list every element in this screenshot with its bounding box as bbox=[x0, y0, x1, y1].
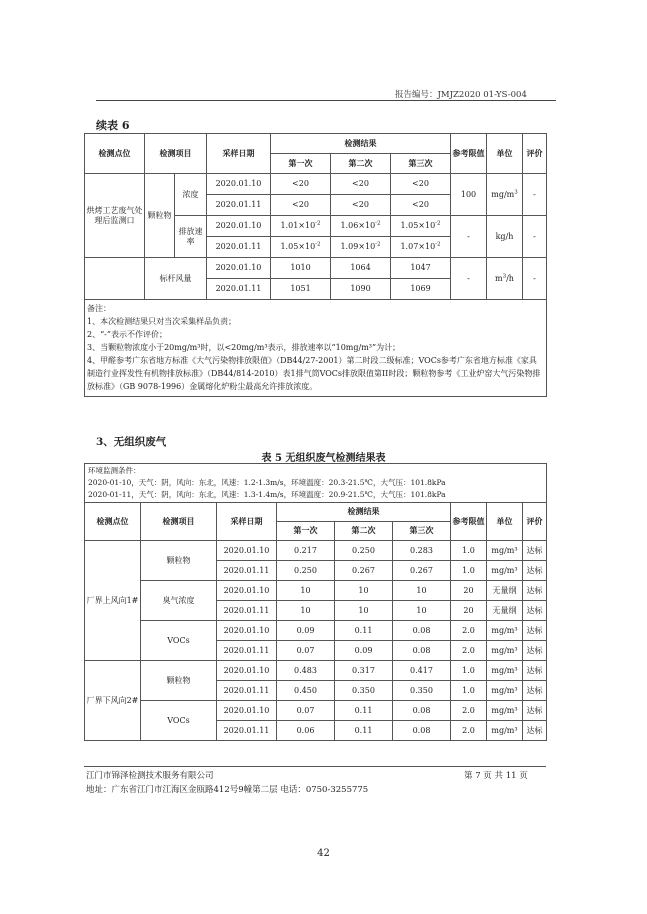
value-cell: 0.09 bbox=[277, 621, 335, 641]
value-cell: 10 bbox=[393, 581, 451, 601]
value-cell: $1.09\times 10^{-2}$ bbox=[331, 237, 391, 258]
item-name: 颗粒物 bbox=[141, 661, 217, 701]
value-cell: <20 bbox=[391, 195, 451, 216]
eval-cell: 达标 bbox=[523, 721, 547, 741]
date-cell: 2020.01.10 bbox=[207, 258, 271, 279]
eval-cell: - bbox=[523, 258, 547, 300]
company-name: 江门市锦泽检测技术服务有限公司 bbox=[86, 771, 214, 781]
value-cell: 0.07 bbox=[277, 701, 335, 721]
header-first: 第一次 bbox=[271, 154, 331, 174]
eval-cell: 达标 bbox=[523, 681, 547, 701]
header-date: 采样日期 bbox=[217, 503, 277, 541]
note-line: 3、当颗粒物浓度小于20mg/m³时，以<20mg/m³表示，排放速率以“10mg/m³”为计； bbox=[87, 343, 401, 352]
value-cell: 0.11 bbox=[335, 721, 393, 741]
item-name: VOCs bbox=[141, 701, 217, 741]
header-limit: 参考限值 bbox=[451, 503, 487, 541]
item-name: VOCs bbox=[141, 621, 217, 661]
header-second: 第二次 bbox=[335, 522, 393, 541]
date-cell: 2020.01.10 bbox=[207, 216, 271, 237]
date-cell: 2020.01.10 bbox=[217, 621, 277, 641]
unit-cell: $mg/m^3$ bbox=[487, 174, 523, 216]
unit-cell: mg/m³ bbox=[487, 701, 523, 721]
eval-cell: 达标 bbox=[523, 561, 547, 581]
date-cell: 2020.01.11 bbox=[217, 561, 277, 581]
item-standard-flow: 标杆风量 bbox=[145, 258, 207, 300]
header-limit: 参考限值 bbox=[451, 134, 487, 174]
value-cell: <20 bbox=[271, 195, 331, 216]
continuation-title: 续表 6 bbox=[96, 119, 130, 132]
eval-cell: 达标 bbox=[523, 621, 547, 641]
value-cell: 0.08 bbox=[393, 621, 451, 641]
footer-rule bbox=[84, 766, 546, 767]
page-number: 42 bbox=[317, 848, 330, 859]
value-cell: 10 bbox=[335, 581, 393, 601]
unit-cell: mg/m³ bbox=[487, 641, 523, 661]
section-3-title: 3、无组织废气 bbox=[96, 436, 167, 448]
value-cell: $1.07\times 10^{-2}$ bbox=[391, 237, 451, 258]
header-results: 检测结果 bbox=[271, 134, 451, 154]
header-eval: 评价 bbox=[523, 134, 547, 174]
unit-cell: 无量纲 bbox=[487, 601, 523, 621]
limit-cell: 2.0 bbox=[451, 721, 487, 741]
value-cell: 10 bbox=[393, 601, 451, 621]
environment-conditions bbox=[85, 464, 547, 503]
value-cell: 1047 bbox=[391, 258, 451, 279]
value-cell: 0.08 bbox=[393, 641, 451, 661]
header-item: 检测项目 bbox=[141, 503, 217, 541]
point-name: 厂界上风向1# bbox=[85, 541, 141, 661]
header-third: 第三次 bbox=[391, 154, 451, 174]
eval-cell: 达标 bbox=[523, 541, 547, 561]
header-unit: 单位 bbox=[487, 134, 523, 174]
unit-cell: 无量纲 bbox=[487, 581, 523, 601]
header-point: 检测点位 bbox=[85, 134, 145, 174]
value-cell: 1090 bbox=[331, 279, 391, 300]
date-cell: 2020.01.10 bbox=[217, 541, 277, 561]
header-item: 检测项目 bbox=[145, 134, 207, 174]
date-cell: 2020.01.10 bbox=[217, 661, 277, 681]
eval-cell: 达标 bbox=[523, 641, 547, 661]
note-line: 备注： bbox=[87, 304, 111, 313]
eval-cell: 达标 bbox=[523, 661, 547, 681]
value-cell: <20 bbox=[331, 195, 391, 216]
value-cell: 1051 bbox=[271, 279, 331, 300]
limit-cell: 2.0 bbox=[451, 641, 487, 661]
value-cell: 1069 bbox=[391, 279, 451, 300]
header-date: 采样日期 bbox=[207, 134, 271, 174]
value-cell: 0.08 bbox=[393, 721, 451, 741]
notes-block bbox=[85, 300, 547, 397]
limit-cell: 100 bbox=[451, 174, 487, 216]
point-name: 厂界下风向2# bbox=[85, 661, 141, 741]
value-cell: 0.283 bbox=[393, 541, 451, 561]
value-cell: $1.05\times 10^{-2}$ bbox=[271, 237, 331, 258]
eval-cell: - bbox=[523, 216, 547, 258]
value-cell: 0.267 bbox=[335, 561, 393, 581]
point-name: 烘烤工艺废气处理后监测口 bbox=[85, 174, 145, 258]
unit-cell: $m^3/h$ bbox=[487, 258, 523, 300]
header-eval: 评价 bbox=[523, 503, 547, 541]
date-cell: 2020.01.11 bbox=[217, 681, 277, 701]
header-unit: 单位 bbox=[487, 503, 523, 541]
sub-item-emission-rate: 排放速率 bbox=[175, 216, 207, 258]
unit-cell: mg/m³ bbox=[487, 561, 523, 581]
date-cell: 2020.01.11 bbox=[207, 237, 271, 258]
limit-cell: 1.0 bbox=[451, 561, 487, 581]
note-line: 1、本次检测结果只对当次采集样品负责； bbox=[87, 317, 237, 326]
value-cell: $1.05\times 10^{-2}$ bbox=[391, 216, 451, 237]
header-point: 检测点位 bbox=[85, 503, 141, 541]
header-first: 第一次 bbox=[277, 522, 335, 541]
value-cell: 0.06 bbox=[277, 721, 335, 741]
header-results: 检测结果 bbox=[277, 503, 451, 522]
conditions-line: 2020-01-10，天气：阴，风向：东北，风速：1.2-1.3m/s，环境温度：20.3-21.5℃，大气压：101.8kPa bbox=[88, 478, 446, 487]
value-cell: 0.450 bbox=[277, 681, 335, 701]
date-cell: 2020.01.10 bbox=[217, 701, 277, 721]
eval-cell: 达标 bbox=[523, 581, 547, 601]
unit-cell: kg/h bbox=[487, 216, 523, 258]
value-cell: 10 bbox=[335, 601, 393, 621]
report-number: 报告编号：JMJZ2020 01-YS-004 bbox=[395, 90, 527, 100]
table-5-title: 表 5 无组织废气检测结果表 bbox=[261, 453, 386, 464]
limit-cell: 20 bbox=[451, 601, 487, 621]
value-cell: 1064 bbox=[331, 258, 391, 279]
value-cell: 0.217 bbox=[277, 541, 335, 561]
value-cell: 0.417 bbox=[393, 661, 451, 681]
value-cell: 0.250 bbox=[277, 561, 335, 581]
value-cell: 0.08 bbox=[393, 701, 451, 721]
point-blank bbox=[85, 258, 145, 300]
limit-cell: - bbox=[451, 216, 487, 258]
value-cell: 0.09 bbox=[335, 641, 393, 661]
date-cell: 2020.01.10 bbox=[217, 581, 277, 601]
conditions-line: 2020-01-11，天气：阴，风向：东北，风速：1.3-1.4m/s，环境温度：20.9-21.5℃，大气压：101.8kPa bbox=[88, 490, 446, 499]
header-rule bbox=[96, 100, 556, 101]
value-cell: 10 bbox=[277, 601, 335, 621]
unit-cell: mg/m³ bbox=[487, 721, 523, 741]
conditions-label: 环境监测条件： bbox=[88, 466, 141, 475]
value-cell: 0.350 bbox=[393, 681, 451, 701]
limit-cell: 2.0 bbox=[451, 701, 487, 721]
header-third: 第三次 bbox=[393, 522, 451, 541]
eval-cell: - bbox=[523, 174, 547, 216]
limit-cell: 1.0 bbox=[451, 681, 487, 701]
note-line: 4、甲醛参考广东省地方标准《大气污染物排放限值》（DB44/27-2001）第二时段二级标准；VOCs参考广东省地方标准《家具制造行业挥发性有机物排放标准》（DB44/814-2010）表1排气筒VOCs排放限值第II时段；颗粒物参考《工业炉窑大气污染物排放标准》（GB 9078-1996）金属熔化炉粉尘最高允许排放浓度。 bbox=[87, 356, 541, 391]
value-cell: $1.01\times 10^{-2}$ bbox=[271, 216, 331, 237]
limit-cell: 20 bbox=[451, 581, 487, 601]
sub-item-concentration: 浓度 bbox=[175, 174, 207, 216]
limit-cell: 2.0 bbox=[451, 621, 487, 641]
table-5 bbox=[84, 463, 547, 741]
value-cell: 0.267 bbox=[393, 561, 451, 581]
limit-cell: 1.0 bbox=[451, 541, 487, 561]
header-second: 第二次 bbox=[331, 154, 391, 174]
eval-cell: 达标 bbox=[523, 601, 547, 621]
unit-cell: mg/m³ bbox=[487, 621, 523, 641]
date-cell: 2020.01.11 bbox=[217, 721, 277, 741]
page-info: 第 7 页 共 11 页 bbox=[464, 771, 528, 781]
unit-cell: mg/m³ bbox=[487, 681, 523, 701]
value-cell: 10 bbox=[277, 581, 335, 601]
eval-cell: 达标 bbox=[523, 701, 547, 721]
unit-cell: mg/m³ bbox=[487, 661, 523, 681]
limit-cell: 1.0 bbox=[451, 661, 487, 681]
date-cell: 2020.01.11 bbox=[207, 279, 271, 300]
value-cell: 0.317 bbox=[335, 661, 393, 681]
value-cell: 0.11 bbox=[335, 701, 393, 721]
date-cell: 2020.01.11 bbox=[217, 601, 277, 621]
date-cell: 2020.01.11 bbox=[217, 641, 277, 661]
unit-cell: mg/m³ bbox=[487, 541, 523, 561]
date-cell: 2020.01.10 bbox=[207, 174, 271, 195]
company-address: 地址：广东省江门市江海区金瓯路412号9幢第二层 电话：0750-3255775 bbox=[86, 785, 369, 795]
date-cell: 2020.01.11 bbox=[207, 195, 271, 216]
table-6 bbox=[84, 133, 547, 397]
note-line: 2、“-”表示不作评价； bbox=[87, 330, 167, 339]
value-cell: 1010 bbox=[271, 258, 331, 279]
item-name: 臭气浓度 bbox=[141, 581, 217, 621]
value-cell: $1.06\times 10^{-2}$ bbox=[331, 216, 391, 237]
value-cell: 0.07 bbox=[277, 641, 335, 661]
value-cell: <20 bbox=[271, 174, 331, 195]
value-cell: 0.250 bbox=[335, 541, 393, 561]
value-cell: 0.11 bbox=[335, 621, 393, 641]
item-particulate: 颗粒物 bbox=[145, 174, 175, 258]
value-cell: <20 bbox=[331, 174, 391, 195]
value-cell: 0.350 bbox=[335, 681, 393, 701]
item-name: 颗粒物 bbox=[141, 541, 217, 581]
value-cell: <20 bbox=[391, 174, 451, 195]
value-cell: 0.483 bbox=[277, 661, 335, 681]
limit-cell: - bbox=[451, 258, 487, 300]
